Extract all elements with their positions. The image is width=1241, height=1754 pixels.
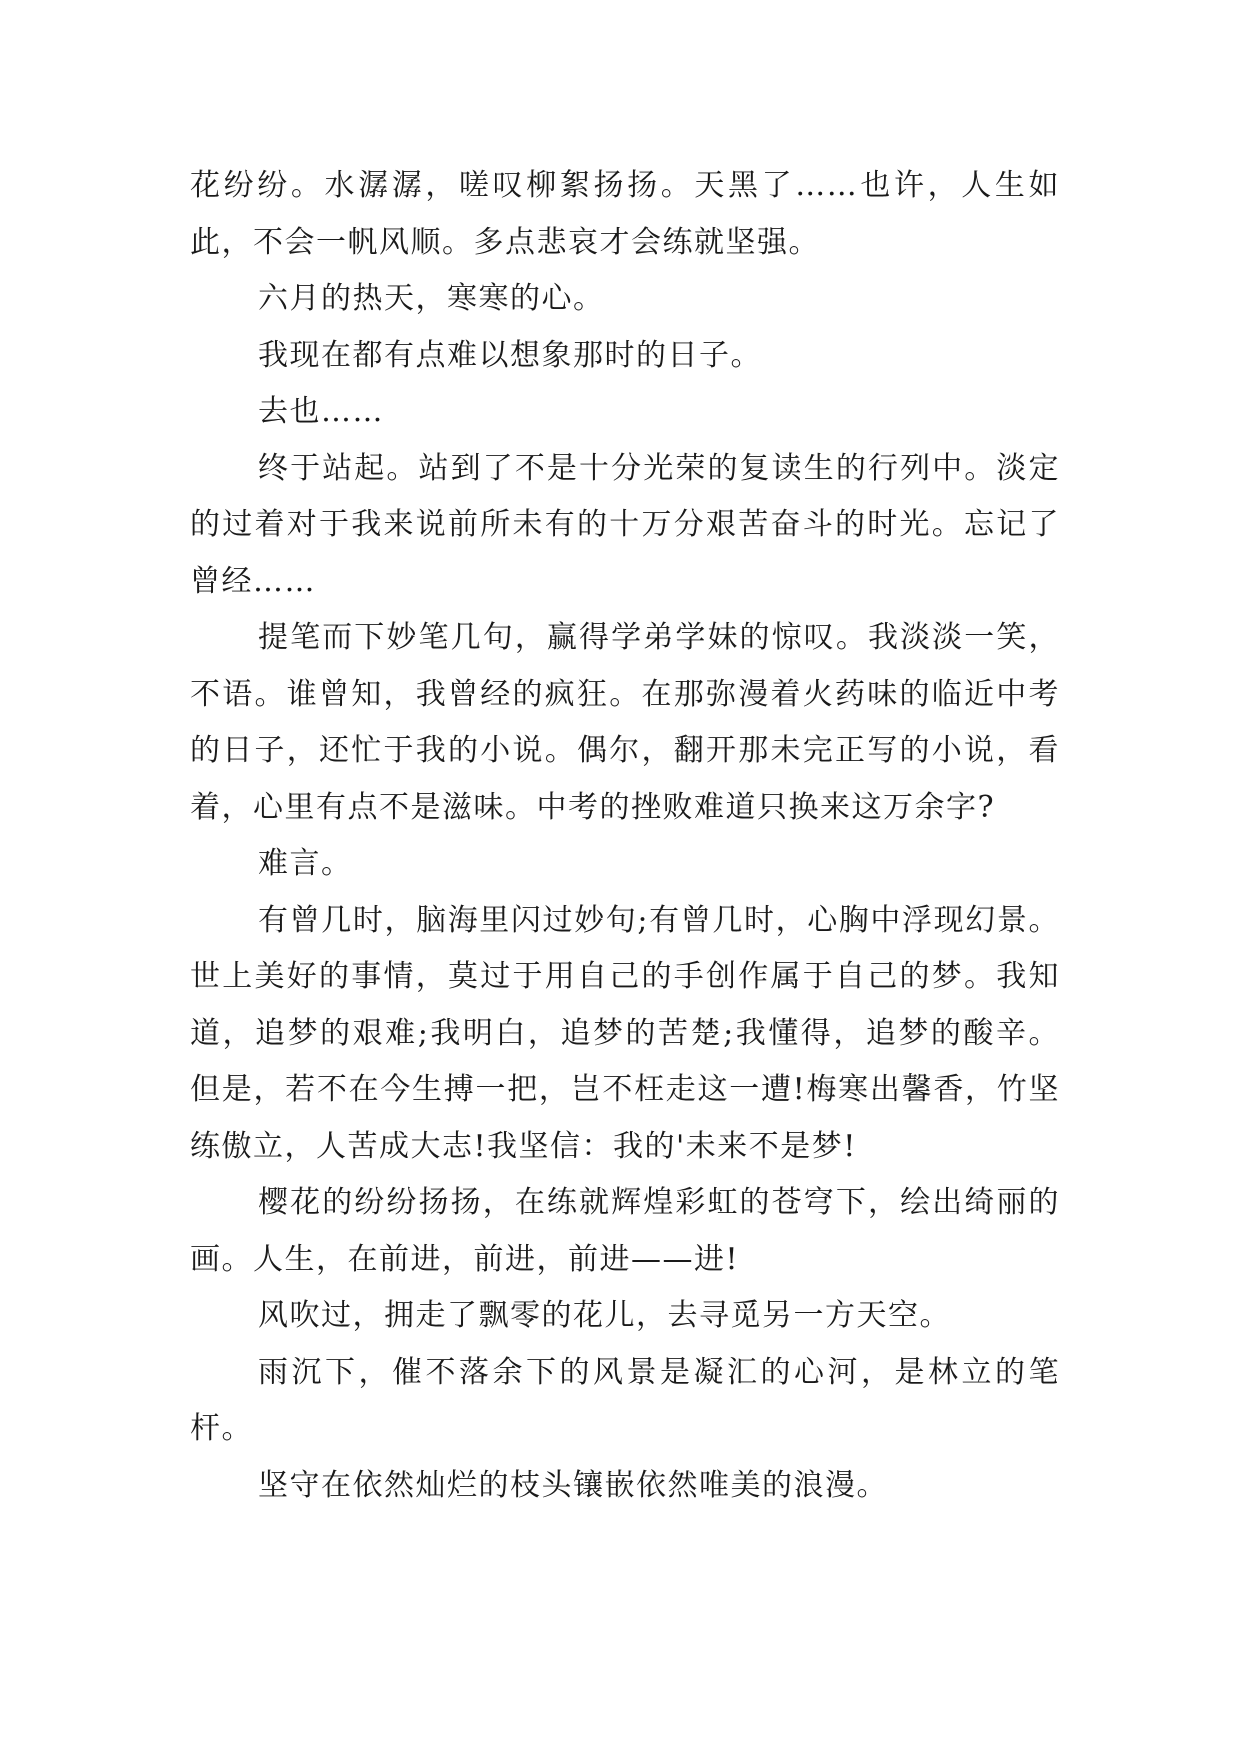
document-body <box>190 158 1060 1514</box>
paragraph: 有曾几时，脑海里闪过妙句;有曾几时，心胸中浮现幻景。世上美好的事情，莫过于用自己的手创作属于自己的梦。我知道，追梦的艰难;我明白，追梦的苦楚;我懂得，追梦的酸辛。但是，若不在今生搏一把，岂不枉走这一遭!梅寒出馨香，竹坚练傲立，人苦成大志!我坚信：我的'未来不是梦! <box>190 902 1060 1164</box>
paragraph: 终于站起。站到了不是十分光荣的复读生的行列中。淡定的过着对于我来说前所未有的十万分艰苦奋斗的时光。忘记了曾经…… <box>190 450 1060 599</box>
paragraph: 风吹过，拥走了飘零的花儿，去寻觅另一方天空。 <box>258 1298 951 1333</box>
paragraph: 六月的热天，寒寒的心。 <box>258 281 605 316</box>
paragraph: 坚守在依然灿烂的枝头镶嵌依然唯美的浪漫。 <box>258 1467 888 1503</box>
paragraph: 樱花的纷纷扬扬，在练就辉煌彩虹的苍穹下，绘出绮丽的画。人生，在前进，前进，前进——进! <box>190 1185 1060 1277</box>
paragraph: 难言。 <box>258 846 353 881</box>
paragraph: 花纷纷。水潺潺，嗟叹柳絮扬扬。天黑了……也许，人生如此，不会一帆风顺。多点悲哀才会练就坚强。 <box>190 168 1060 260</box>
paragraph: 雨沉下，催不落余下的风景是凝汇的心河，是林立的笔杆。 <box>190 1354 1060 1446</box>
paragraph: 去也…… <box>258 394 384 429</box>
paragraph: 提笔而下妙笔几句，赢得学弟学妹的惊叹。我淡淡一笑，不语。谁曾知，我曾经的疯狂。在那弥漫着火药味的临近中考的日子，还忙于我的小说。偶尔，翻开那未完正写的小说，看着，心里有点不是滋味。中考的挫败难道只换来这万余字? <box>190 620 1060 825</box>
paragraph: 我现在都有点难以想象那时的日子。 <box>258 337 762 373</box>
